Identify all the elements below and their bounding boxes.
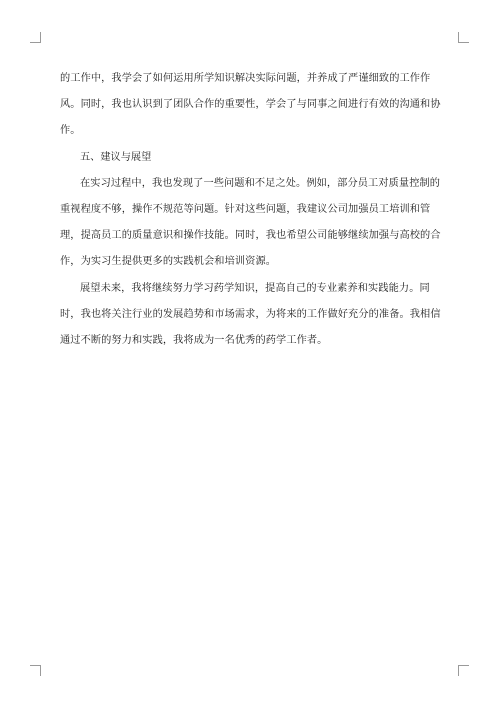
paragraph-suggestions: 在实习过程中，我也发现了一些问题和不足之处。例如，部分员工对质量控制的重视程度不够，操作不规范等问题。针对这些问题，我建议公司加强员工培训和管理，提高员工的质量意识和操作技能。同时，我也希望公司能够继续加强与高校的合作，为实习生提供更多的实践机会和培训资源。 xyxy=(60,177,441,268)
crop-mark-top-right xyxy=(458,32,469,43)
crop-mark-bottom-left xyxy=(30,665,41,676)
paragraph-continuation: 的工作中，我学会了如何运用所学知识解决实际问题，并养成了严谨细致的工作作风。同时，我也认识到了团队合作的重要性，学会了与同事之间进行有效的沟通和协作。 xyxy=(60,73,441,137)
paragraph-outlook: 展望未来，我将继续努力学习药学知识，提高自己的专业素养和实践能力。同时，我也将关注行业的发展趋势和市场需求，为将来的工作做好充分的准备。我相信通过不断的努力和实践，我将成为一名优秀的药学工作者。 xyxy=(60,282,441,347)
document-body xyxy=(60,66,445,354)
section-heading: 五、建议与展望 xyxy=(80,151,152,163)
crop-mark-top-left xyxy=(30,32,41,43)
crop-mark-bottom-right xyxy=(458,665,469,676)
